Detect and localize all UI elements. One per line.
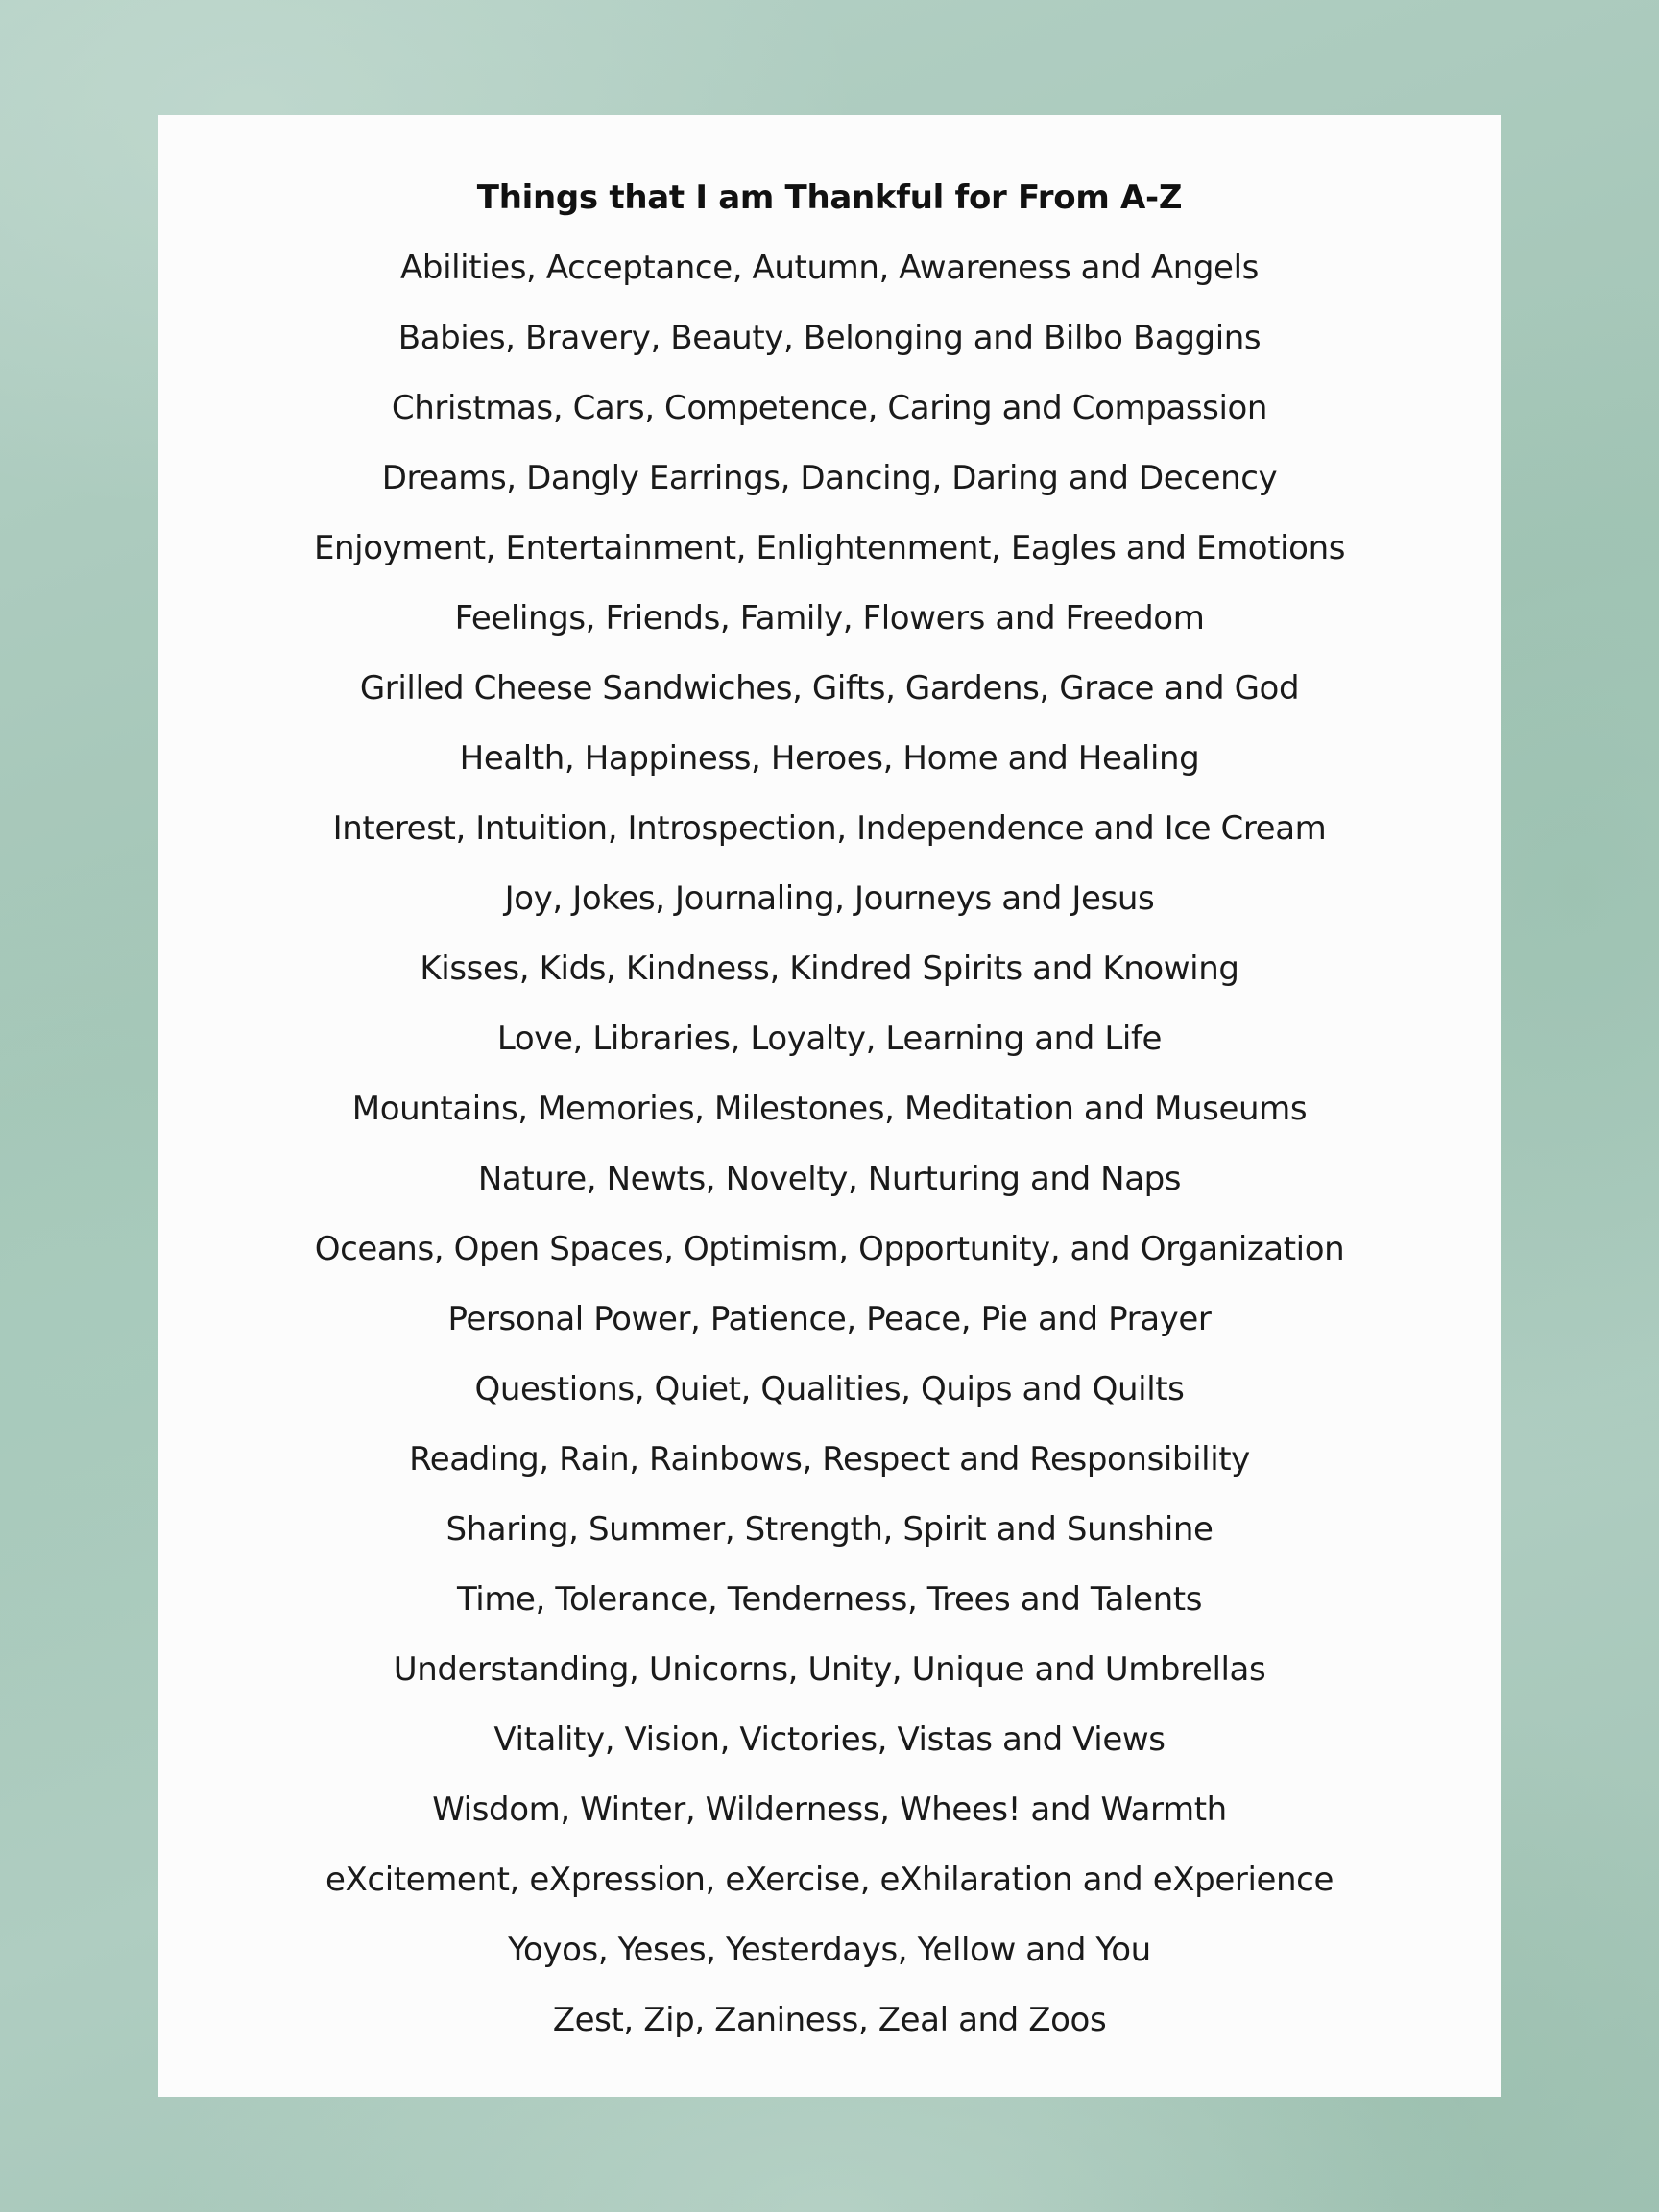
list-item-g: Grilled Cheese Sandwiches, Gifts, Gardens, Grace and God [359, 669, 1300, 708]
list-item-y: Yoyos, Yeses, Yesterdays, Yellow and You [508, 1931, 1151, 1969]
list-item-s: Sharing, Summer, Strength, Spirit and Sunshine [445, 1510, 1214, 1549]
list-item-o: Oceans, Open Spaces, Optimism, Opportunity, and Organization [314, 1230, 1345, 1268]
list-item-v: Vitality, Vision, Victories, Vistas and Views [493, 1720, 1166, 1759]
list-item-c: Christmas, Cars, Competence, Caring and Compassion [391, 389, 1268, 427]
list-item-u: Understanding, Unicorns, Unity, Unique and Umbrellas [393, 1650, 1266, 1689]
list-item-q: Questions, Quiet, Qualities, Quips and Quilts [474, 1370, 1185, 1408]
list-item-h: Health, Happiness, Heroes, Home and Healing [459, 739, 1200, 778]
list-item-w: Wisdom, Winter, Wilderness, Whees! and Warmth [432, 1791, 1227, 1829]
list-item-t: Time, Tolerance, Tenderness, Trees and Talents [456, 1580, 1203, 1619]
list-item-b: Babies, Bravery, Beauty, Belonging and Bilbo Baggins [397, 319, 1262, 357]
page-title: Things that I am Thankful for From A-Z [476, 179, 1183, 217]
list-item-j: Joy, Jokes, Journaling, Journeys and Jesus [504, 879, 1155, 918]
list-item-d: Dreams, Dangly Earrings, Dancing, Daring and Decency [381, 459, 1278, 497]
list-item-f: Feelings, Friends, Family, Flowers and Freedom [454, 599, 1205, 637]
thankful-list [158, 233, 1501, 2056]
list-item-z: Zest, Zip, Zaniness, Zeal and Zoos [552, 2001, 1107, 2039]
document-card [158, 115, 1501, 2097]
list-item-e: Enjoyment, Entertainment, Enlightenment, Eagles and Emotions [313, 529, 1346, 567]
list-item-l: Love, Libraries, Loyalty, Learning and Life [496, 1020, 1163, 1058]
list-item-k: Kisses, Kids, Kindness, Kindred Spirits and Knowing [420, 950, 1239, 988]
list-item-a: Abilities, Acceptance, Autumn, Awareness and Angels [400, 249, 1259, 287]
list-item-p: Personal Power, Patience, Peace, Pie and Prayer [447, 1300, 1212, 1338]
list-item-n: Nature, Newts, Novelty, Nurturing and Naps [477, 1160, 1182, 1198]
list-item-i: Interest, Intuition, Introspection, Independence and Ice Cream [332, 809, 1327, 848]
list-item-m: Mountains, Memories, Milestones, Meditation and Museums [351, 1090, 1308, 1128]
list-item-r: Reading, Rain, Rainbows, Respect and Responsibility [409, 1440, 1250, 1479]
list-item-x: eXcitement, eXpression, eXercise, eXhilaration and eXperience [325, 1861, 1334, 1899]
